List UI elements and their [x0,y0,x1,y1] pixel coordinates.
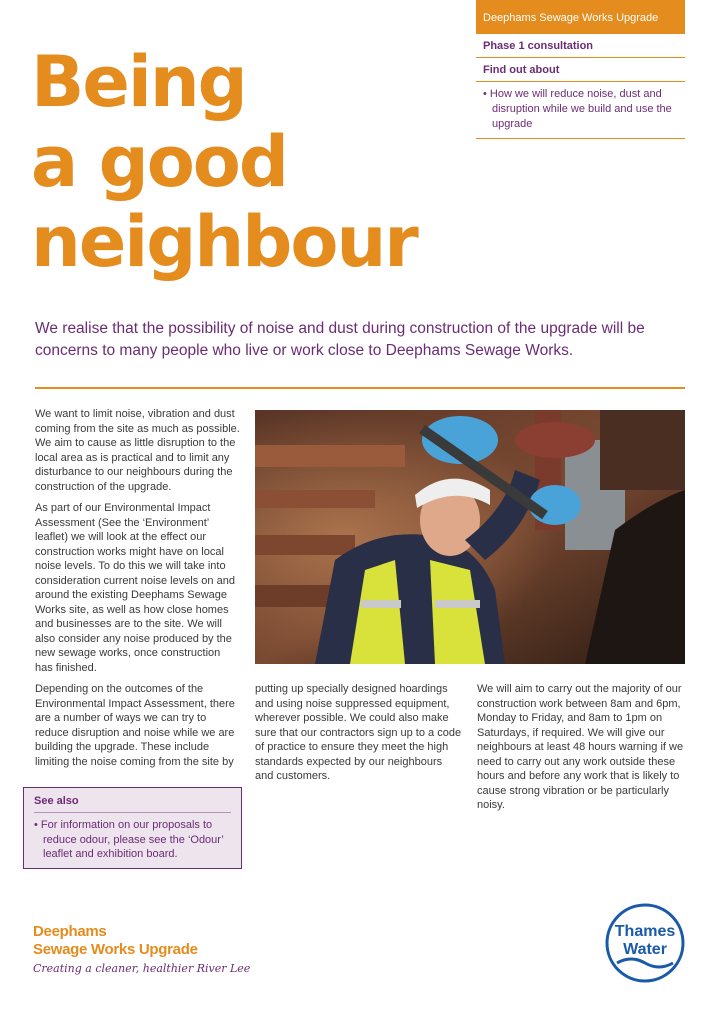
body-paragraph: We want to limit noise, vibration and dust coming from the site as much as possible. We aim to cause as little disruption to the local area as is practical and to limit any disturbance to our neighbours during the construction of the upgrade. [35,408,240,493]
body-paragraph: Depending on the outcomes of the Environmental Impact Assessment, there are a number of ways we can try to reduce disruption and noise while we are building the upgrade. These include limiting the noise coming from the site by [35,683,235,768]
body-paragraph: As part of our Environmental Impact Assessment (See the ‘Environment’ leaflet) we will look at the effect our construction works might have on local noise levels. To do this we will take into consideration current noise levels on and around the existing Deephams Sewage Works site, as well as how close homes and businesses are to the site. We will also consider any noise produced by the new sewage works, once construction has finished. [35,502,235,674]
see-also-box [23,787,242,869]
title-line-2: a good [31,121,288,203]
find-out-label: Find out about [476,58,685,82]
body-paragraph: We will aim to carry out the majority of our construction work between 8am and 6pm, Monday to Friday, and 8am to 1pm on Saturdays, if required. We will give our neighbours at least 48 hours warning if we need to carry out any work outside these hours and before any work that is likely to cause strong vibration or be particularly noisy. [477,683,684,811]
find-out-list [476,82,685,139]
info-box [476,0,685,139]
body-column-2 [255,682,463,791]
thames-water-logo [605,903,685,983]
title-line-1: Being [31,41,246,123]
project-banner: Deephams Sewage Works Upgrade [476,0,685,34]
title-line-3: neighbour [31,201,417,283]
phase-label: Phase 1 consultation [476,34,685,58]
body-column-1 [35,407,241,776]
see-also-title: See also [34,795,231,813]
logo-text-2: Water [623,941,667,958]
intro-paragraph: We realise that the possibility of noise and dust during construction of the upgrade will be concerns to many people who live or work close to Deephams Sewage Works. [35,320,645,359]
body-column-3 [477,682,685,820]
brand-tagline: Creating a cleaner, healthier River Lee [33,962,251,975]
brand-line-2: Sewage Works Upgrade [33,941,198,958]
divider [35,387,685,389]
brand-line-1: Deephams [33,923,107,940]
worker-photo [255,410,685,664]
find-out-item: • How we will reduce noise, dust and disruption while we build and use the upgrade [483,87,678,132]
see-also-list [34,818,231,862]
page-title [31,42,417,282]
logo-text-1: Thames [614,923,676,940]
project-brand [33,923,250,975]
see-also-item: • For information on our proposals to reduce odour, please see the ‘Odour’ leaflet and exhibition board. [34,818,231,862]
body-paragraph: putting up specially designed hoardings and using noise suppressed equipment, wherever possible. We could also make sure that our contractors sign up to a code of practice to ensure they meet the high standards expected by our neighbours and customers. [255,683,462,782]
